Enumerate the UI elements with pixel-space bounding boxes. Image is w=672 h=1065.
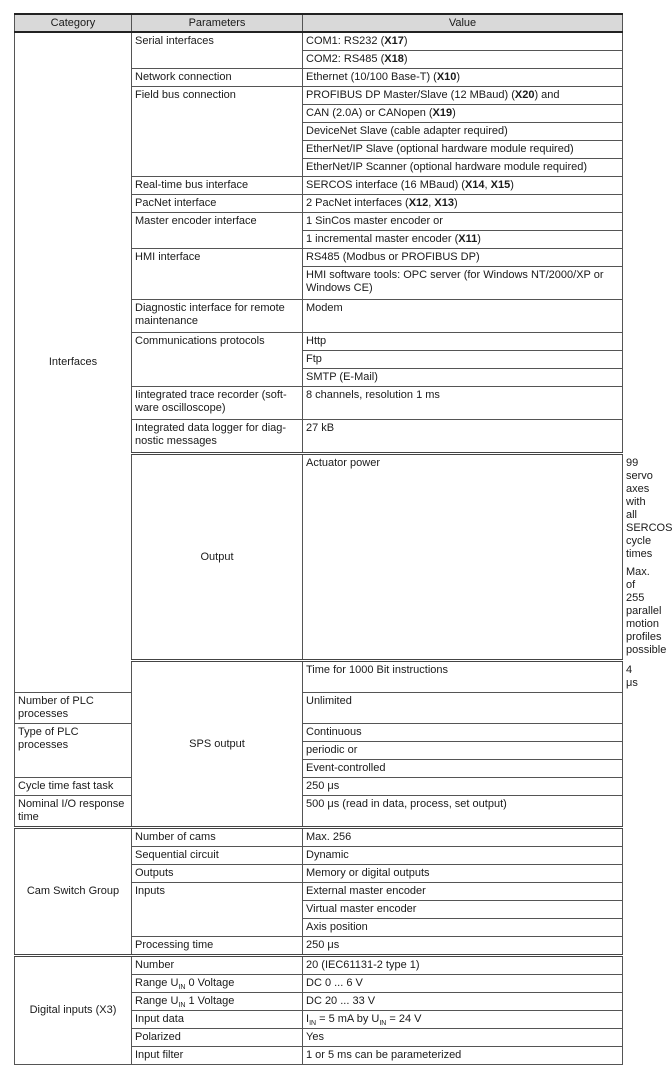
param-cell: Time for 1000 Bit instructions xyxy=(303,661,623,693)
value-cell: periodic or xyxy=(303,742,623,760)
group-output: Output xyxy=(132,454,303,661)
value-cell: DC 0 ... 6 V xyxy=(303,975,623,993)
value-cell: COM2: RS485 (X18) xyxy=(303,51,623,69)
param-cell: Range $U_{IN}$ 1 Voltage xyxy=(132,993,303,1011)
value-cell: DC 20 ... 33 V xyxy=(303,993,623,1011)
table-row: SPS output Time for 1000 Bit instructions 4 μs xyxy=(15,661,623,693)
table-row xyxy=(15,796,623,828)
param-cell: Field bus connection xyxy=(132,87,303,177)
param-cell: Serial interfaces xyxy=(132,32,303,69)
value-cell: Ftp xyxy=(303,351,623,369)
param-cell: Integrated data logger for diag-nostic messages xyxy=(132,420,303,454)
param-cell: Number of PLC processes xyxy=(15,693,132,724)
param-cell: Number of cams xyxy=(132,828,303,847)
value-cell: Modem xyxy=(303,300,623,333)
param-cell: Cycle time fast task xyxy=(15,778,132,796)
param-cell: Range $U_{IN}$ 0 Voltage xyxy=(132,975,303,993)
value-cell: 2 PacNet interfaces (X12, X13) xyxy=(303,195,623,213)
param-cell: Master encoder interface xyxy=(132,213,303,249)
param-cell: Actuator power xyxy=(303,454,623,661)
value-cell: 250 μs xyxy=(303,937,623,956)
param-cell: Input filter xyxy=(132,1047,303,1065)
value-cell: 500 μs (read in data, process, set output) xyxy=(303,796,623,828)
param-cell: Type of PLC processes xyxy=(15,724,132,778)
param-cell: Sequential circuit xyxy=(132,847,303,865)
value-cell: Event-controlled xyxy=(303,760,623,778)
value-cell: HMI software tools: OPC server (for Windows NT/2000/XP or Windows CE) xyxy=(303,267,623,300)
group-sps: SPS output xyxy=(132,661,303,828)
param-cell: Outputs xyxy=(132,865,303,883)
group-interfaces: Interfaces xyxy=(15,32,132,693)
param-cell: Real-time bus interface xyxy=(132,177,303,195)
value-cell: SERCOS interface (16 MBaud) (X14, X15) xyxy=(303,177,623,195)
table-row xyxy=(15,956,623,975)
table-row: Output Actuator power 99 servo axes with all SERCOS cycle times xyxy=(15,454,623,564)
value-cell: 250 μs xyxy=(303,778,623,796)
value-cell: RS485 (Modbus or PROFIBUS DP) xyxy=(303,249,623,267)
value-cell: 20 (IEC61131-2 type 1) xyxy=(303,956,623,975)
table-row xyxy=(15,828,623,847)
value-cell: Unlimited xyxy=(303,693,623,724)
param-cell: Inputs xyxy=(132,883,303,937)
group-cam: Cam Switch Group xyxy=(15,828,132,956)
param-cell: HMI interface xyxy=(132,249,303,300)
value-cell: Virtual master encoder xyxy=(303,901,623,919)
value-cell: $I_{IN} = 5$ mA by $U_{IN} = 24$ V xyxy=(303,1011,623,1029)
param-cell: Network connection xyxy=(132,69,303,87)
table-row xyxy=(15,724,623,742)
value-cell: Memory or digital outputs xyxy=(303,865,623,883)
table-row xyxy=(15,778,623,796)
param-cell: Nominal I/O response time xyxy=(15,796,132,828)
table-row: Max. of 255 parallel motion profiles possible xyxy=(626,566,667,656)
value-cell: 8 channels, resolution 1 ms xyxy=(303,387,623,420)
value-cell: SMTP (E-Mail) xyxy=(303,369,623,387)
table-row xyxy=(15,693,623,724)
value-cell: EtherNet/IP Slave (optional hardware module required) xyxy=(303,141,623,159)
value-cell: 1 SinCos master encoder or xyxy=(303,213,623,231)
spec-table xyxy=(14,13,672,1065)
header-value: Value xyxy=(303,14,623,32)
header-row xyxy=(15,14,623,32)
param-cell: Processing time xyxy=(132,937,303,956)
value-cell: COM1: RS232 (X17) xyxy=(303,32,623,51)
value-cell: Http xyxy=(303,333,623,351)
param-cell: Number xyxy=(132,956,303,975)
value-cell: External master encoder xyxy=(303,883,623,901)
value-cell: Max. 256 xyxy=(303,828,623,847)
group-digital: Digital inputs (X3) xyxy=(15,956,132,1065)
value-cell: 27 kB xyxy=(303,420,623,454)
value-cell: Ethernet (10/100 Base-T) (X10) xyxy=(303,69,623,87)
value-cell: EtherNet/IP Scanner (optional hardware module required) xyxy=(303,159,623,177)
param-cell: Input data xyxy=(132,1011,303,1029)
param-cell: Diagnostic interface for remote maintenance xyxy=(132,300,303,333)
value-cell: Dynamic xyxy=(303,847,623,865)
param-cell: Iintegrated trace recorder (soft-ware oscilloscope) xyxy=(132,387,303,420)
value-cell: 1 or 5 ms can be parameterized xyxy=(303,1047,623,1065)
header-parameters: Parameters xyxy=(132,14,303,32)
value-cell: PROFIBUS DP Master/Slave (12 MBaud) (X20) and xyxy=(303,87,623,105)
value-cell: Axis position xyxy=(303,919,623,937)
param-cell: Communications protocols xyxy=(132,333,303,387)
value-cell: Yes xyxy=(303,1029,623,1047)
param-cell: PacNet interface xyxy=(132,195,303,213)
value-cell: 1 incremental master encoder (X11) xyxy=(303,231,623,249)
value-cell: DeviceNet Slave (cable adapter required) xyxy=(303,123,623,141)
param-cell: Polarized xyxy=(132,1029,303,1047)
value-cell: CAN (2.0A) or CANopen (X19) xyxy=(303,105,623,123)
header-category: Category xyxy=(15,14,132,32)
value-cell: Continuous xyxy=(303,724,623,742)
table-row xyxy=(15,32,623,51)
